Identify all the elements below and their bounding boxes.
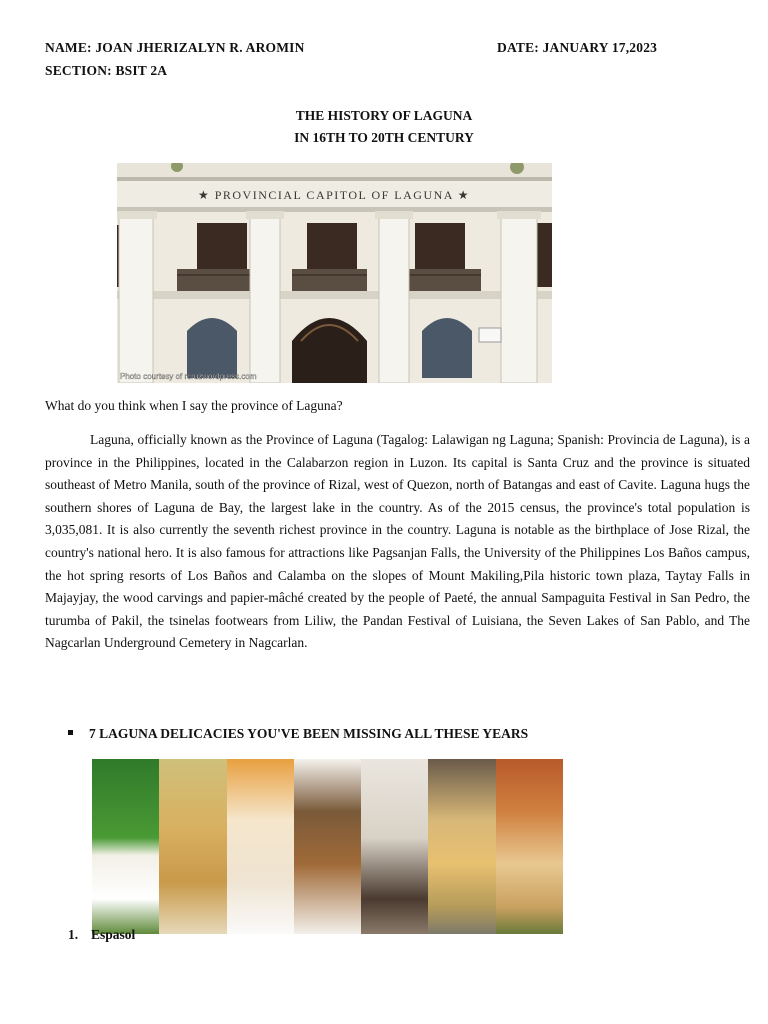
delicacy-photo-7 [496, 759, 563, 934]
delicacy-photo-4 [294, 759, 361, 934]
delicacy-item-1 [68, 927, 135, 943]
delicacies-heading-text: 7 LAGUNA DELICACIES YOU'VE BEEN MISSING ALL THESE YEARS [89, 726, 529, 741]
name-line: NAME: JOAN JHERIZALYN R. AROMIN [45, 40, 305, 55]
delicacy-item-1-number: 1. [68, 927, 79, 942]
provincial-capitol-photo [117, 163, 552, 383]
delicacies-heading [68, 726, 528, 742]
delicacy-photo-6 [428, 759, 495, 934]
delicacy-photo-1 [92, 759, 159, 934]
date-line: DATE: JANUARY 17,2023 [497, 40, 658, 55]
capitol-sign-text: ★ PROVINCIAL CAPITOL OF LAGUNA ★ [197, 188, 471, 202]
delicacy-photo-2 [159, 759, 226, 934]
delicacy-item-1-label: Espasol [91, 927, 136, 942]
delicacies-collage [92, 759, 563, 934]
photo-credit: Photo courtesy of rcruzwordpress.com [120, 372, 257, 381]
laguna-paragraph: Laguna, officially known as the Province of Laguna (Tagalog: Lalawigan ng Laguna; Spanish: Provincia de Laguna), is a province in the Philippines, located in the Calabarzon region in Luzon. Its capital is Santa Cruz and the province is situated southeast of Metro Manila, south of the province of Rizal, west of Quezon, north of Batangas and east of Cavite. Laguna hugs the southern shores of Laguna de Bay, the largest lake in the country. As of the 2015 census, the province's total population is 3,035,081. It is also currently the seventh richest province in the country. Laguna is notable as the birthplace of Jose Rizal, the country's national hero. It is also famous for attractions like Pagsanjan Falls, the University of the Philippines Los Baños campus, the hot spring resorts of Los Baños and Calamba on the slopes of Mount Makiling,Pila historic town plaza, Taytay Falls in Majayjay, the wood carvings and papier-mâché created by the people of Paeté, the annual Sampaguita Festival in San Pedro, the turumba of Pakil, the tsinelas footwears from Liliw, the Pandan Festival of Luisiana, the Seven Lakes of San Pablo, and The Nagcarlan Underground Cemetery in Nagcarlan. [45, 432, 750, 651]
section-line: SECTION: BSIT 2A [45, 63, 168, 78]
delicacy-photo-3 [227, 759, 294, 934]
delicacy-photo-5 [361, 759, 428, 934]
bullet-square-icon [68, 730, 73, 735]
document-title-line2: IN 16TH TO 20TH CENTURY [294, 130, 474, 145]
intro-question: What do you think when I say the province of Laguna? [45, 398, 343, 413]
document-title-line1: THE HISTORY OF LAGUNA [295, 108, 473, 123]
